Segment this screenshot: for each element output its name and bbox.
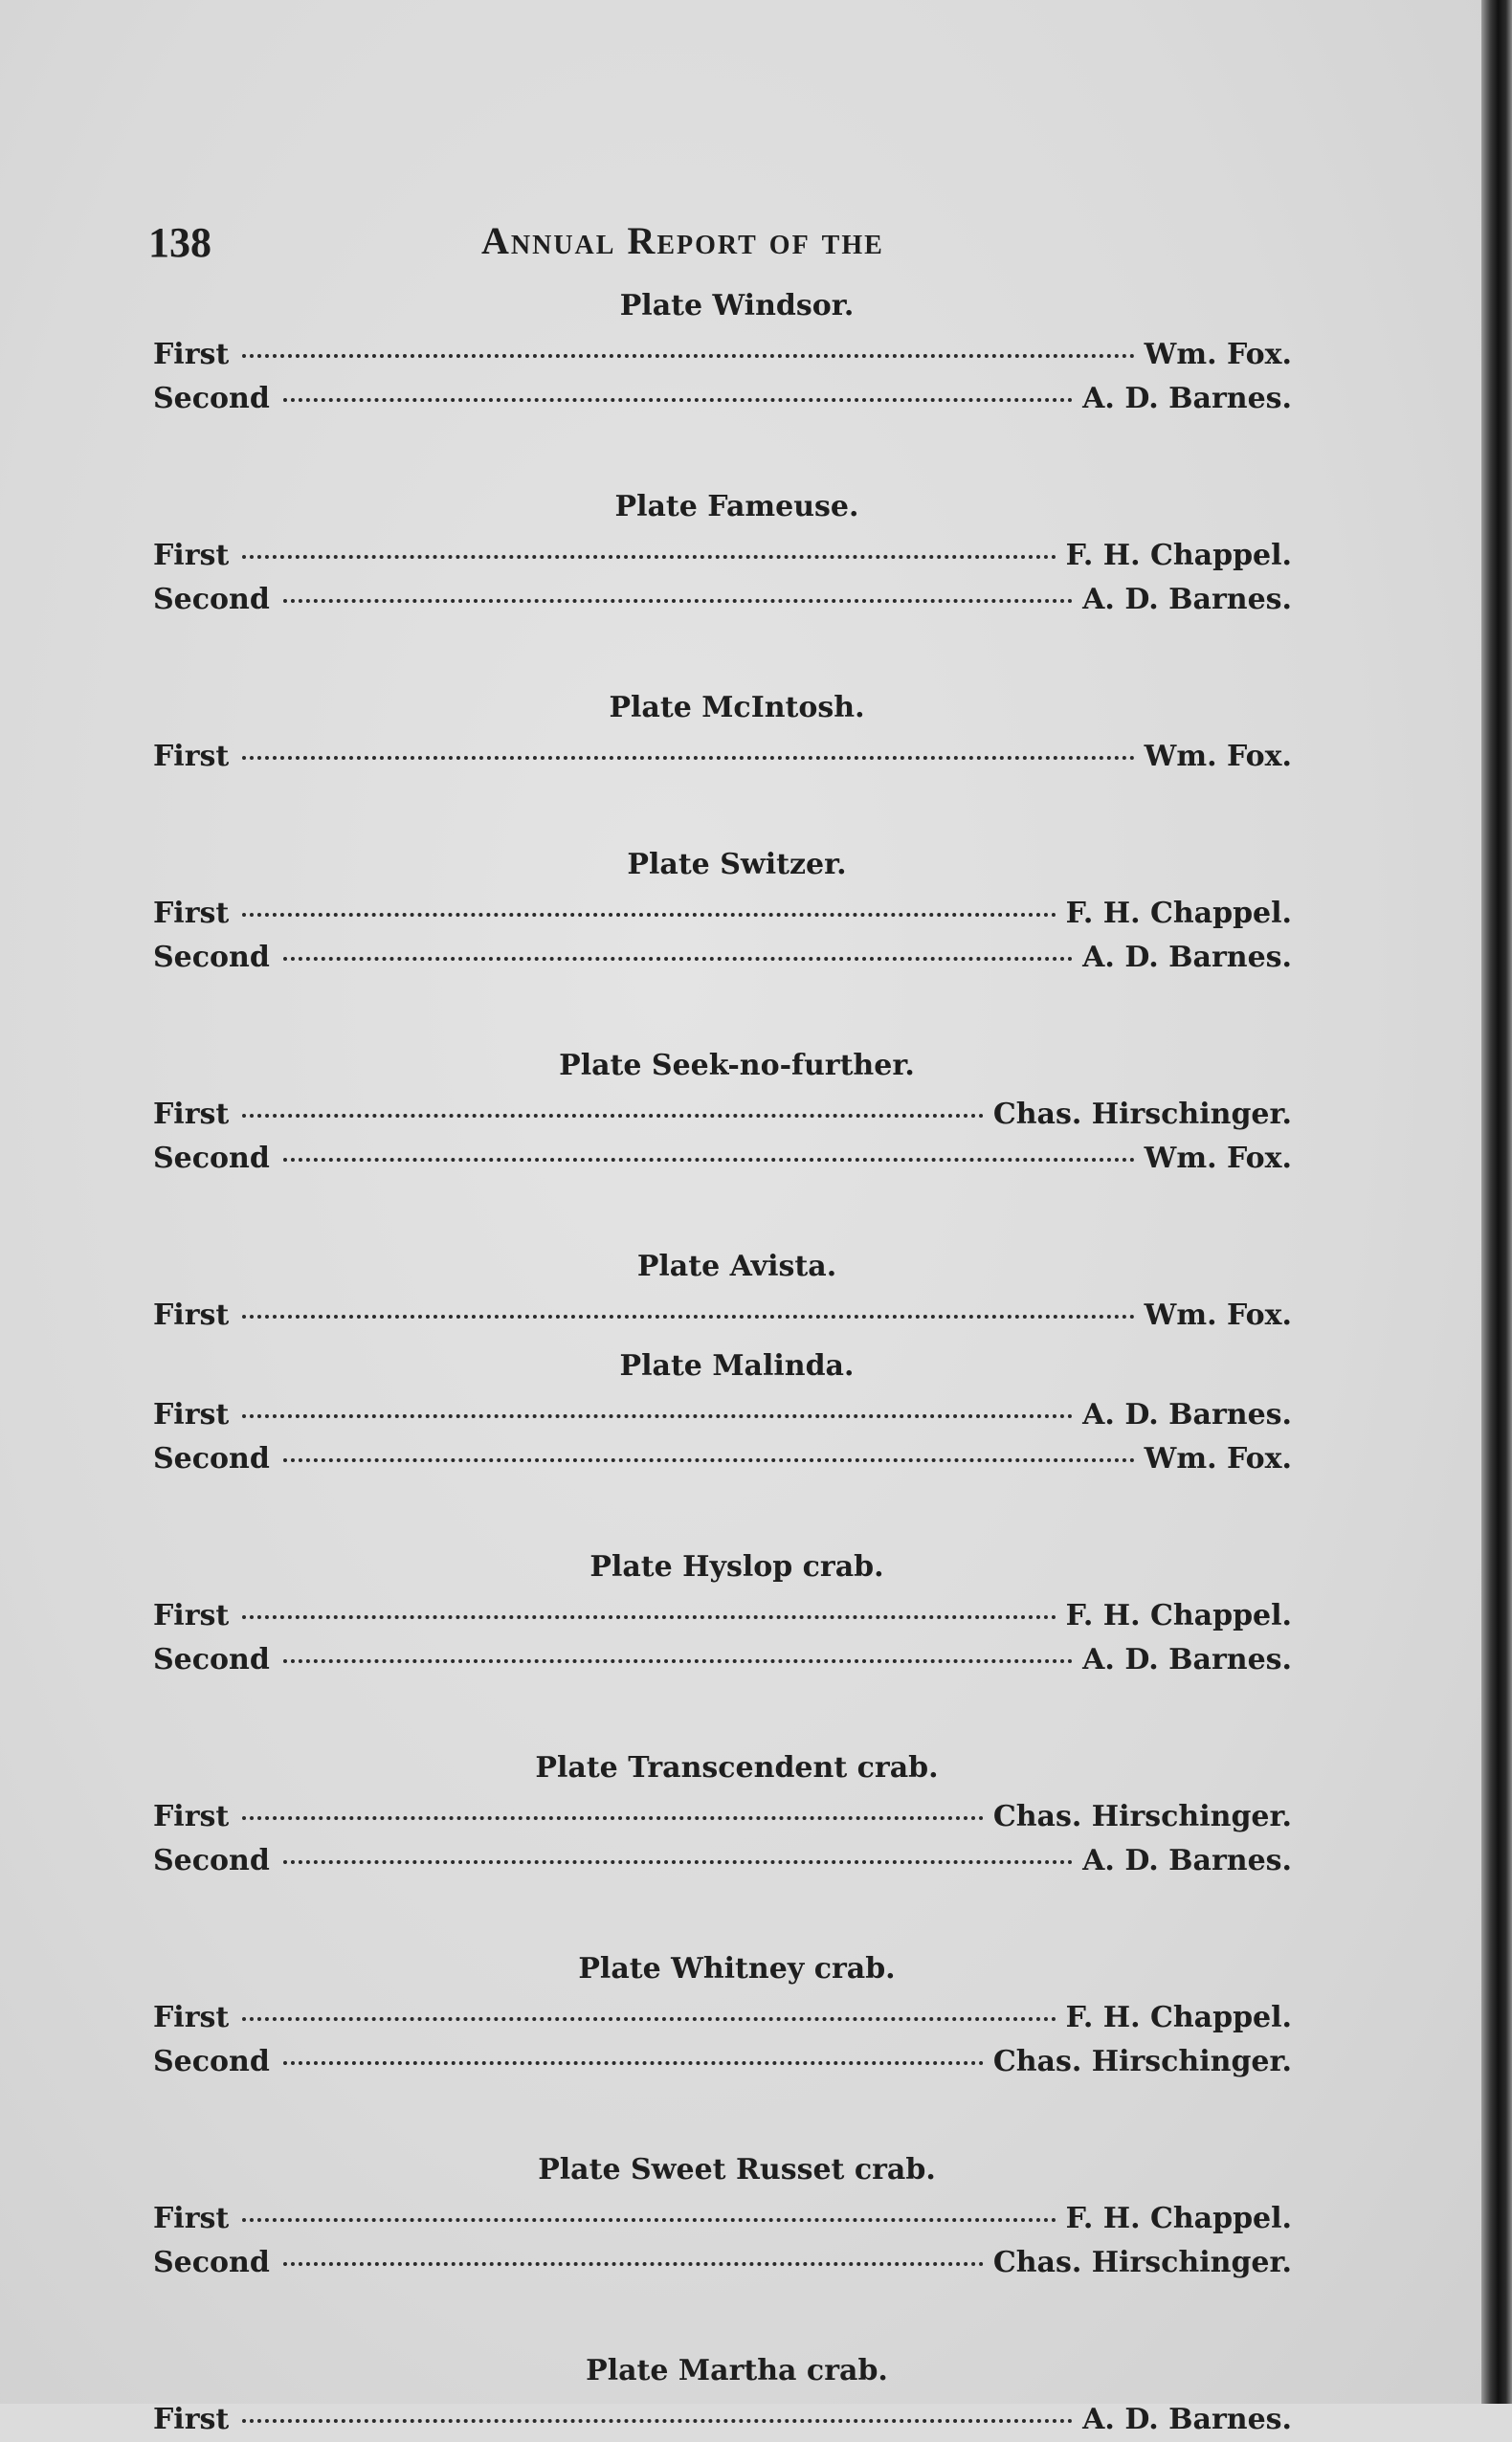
winner-name: Chas. Hirschinger. [992,1098,1292,1131]
award-row [153,735,1292,779]
dot-leader [242,752,1134,760]
section-spacer [153,980,1292,1047]
dot-leader [242,1311,1134,1319]
dot-leader [283,1454,1135,1462]
place-label: First [153,740,230,773]
dot-leader [242,350,1134,358]
dot-leader [242,1410,1073,1418]
place-label: First [153,1299,230,1332]
award-list [153,287,1292,2442]
place-label: Second [153,1643,270,1676]
section-spacer [153,1883,1292,1950]
dot-leader [283,1856,1073,1864]
dot-leader [242,1110,984,1118]
dot-leader [242,2013,1056,2021]
winner-name: Chas. Hirschinger. [992,2045,1292,2078]
award-row [153,578,1292,622]
dot-leader [283,953,1073,961]
page-header [148,218,1297,276]
winner-name: A. D. Barnes. [1082,1643,1292,1676]
section-spacer [153,779,1292,846]
winner-name: A. D. Barnes. [1082,941,1292,974]
award-section [153,2151,1292,2285]
section-spacer [153,421,1292,488]
dot-leader [242,1812,984,1820]
section-spacer [153,1682,1292,1749]
book-spine-shadow [1481,0,1512,2404]
dot-leader [242,551,1056,559]
winner-name: F. H. Chappel. [1065,2202,1292,2235]
winner-name: F. H. Chappel. [1065,897,1292,930]
award-row [153,333,1292,377]
place-label: Second [153,382,270,415]
dot-leader [242,2214,1056,2222]
award-row [153,1093,1292,1137]
place-label: Second [153,2246,270,2279]
winner-name: F. H. Chappel. [1065,539,1292,572]
winner-name: Wm. Fox. [1144,1442,1292,1476]
section-spacer [153,2285,1292,2352]
dot-leader [283,1154,1135,1162]
award-row [153,2197,1292,2241]
section-title: Plate Fameuse. [614,490,859,523]
award-row [153,534,1292,578]
winner-name: A. D. Barnes. [1082,583,1292,616]
page-number: 138 [148,219,211,266]
section-spacer [153,2084,1292,2151]
running-title: Annual Report of the [481,219,884,262]
winner-name: Chas. Hirschinger. [992,1800,1292,1833]
section-title: Plate Martha crab. [586,2354,888,2387]
award-row [153,1996,1292,2040]
section-spacer [153,1338,1292,1347]
award-row [153,892,1292,936]
section-title: Plate Whitney crab. [578,1952,896,1986]
place-label: First [153,2403,230,2436]
section-title: Plate Windsor. [619,289,855,322]
section-spacer [153,1481,1292,1548]
award-row [153,1137,1292,1181]
place-label: Second [153,583,270,616]
winner-name: Wm. Fox. [1144,338,1292,371]
winner-name: Wm. Fox. [1144,1299,1292,1332]
award-row [153,1839,1292,1883]
place-label: First [153,2001,230,2034]
dot-leader [242,1611,1056,1619]
award-row [153,2241,1292,2285]
place-label: First [153,1599,230,1632]
award-row [153,1393,1292,1437]
award-section [153,1749,1292,1883]
section-spacer [153,1181,1292,1248]
dot-leader [283,2057,984,2065]
award-row [153,2040,1292,2084]
award-section [153,689,1292,779]
award-row [153,1294,1292,1338]
award-row [153,1437,1292,1481]
place-label: First [153,539,230,572]
dot-leader [283,595,1073,603]
place-label: Second [153,1442,270,1476]
place-label: First [153,2202,230,2235]
award-section [153,1950,1292,2084]
section-title: Plate Avista. [636,1250,837,1283]
award-section [153,1047,1292,1181]
place-label: Second [153,1844,270,1877]
winner-name: F. H. Chappel. [1065,2001,1292,2034]
dot-leader [283,394,1073,402]
award-row [153,377,1292,421]
section-title: Plate Hyslop crab. [589,1550,884,1584]
winner-name: F. H. Chappel. [1065,1599,1292,1632]
section-title: Plate Transcendent crab. [535,1751,939,1785]
place-label: First [153,338,230,371]
award-section [153,846,1292,980]
dot-leader [283,1655,1073,1663]
section-title: Plate Malinda. [619,1349,855,1383]
dot-leader [242,909,1056,917]
dot-leader [283,2258,984,2266]
winner-name: Wm. Fox. [1144,1142,1292,1175]
award-section [153,2352,1292,2442]
award-section [153,1548,1292,1682]
award-row [153,1795,1292,1839]
award-section [153,1248,1292,1338]
award-row [153,2398,1292,2442]
section-title: Plate Sweet Russet crab. [538,2153,936,2187]
place-label: First [153,897,230,930]
award-row [153,1638,1292,1682]
place-label: First [153,1398,230,1432]
place-label: Second [153,941,270,974]
dot-leader [242,2415,1073,2423]
award-section [153,287,1292,421]
winner-name: A. D. Barnes. [1082,1844,1292,1877]
section-spacer [153,622,1292,689]
place-label: Second [153,2045,270,2078]
place-label: Second [153,1142,270,1175]
section-title: Plate McIntosh. [609,691,865,724]
place-label: First [153,1098,230,1131]
winner-name: A. D. Barnes. [1082,1398,1292,1432]
place-label: First [153,1800,230,1833]
winner-name: A. D. Barnes. [1082,382,1292,415]
section-title: Plate Switzer. [627,848,847,881]
award-row [153,1594,1292,1638]
winner-name: Wm. Fox. [1144,740,1292,773]
award-section [153,1347,1292,1481]
winner-name: Chas. Hirschinger. [992,2246,1292,2279]
section-title: Plate Seek-no-further. [559,1049,915,1082]
award-row [153,936,1292,980]
winner-name: A. D. Barnes. [1082,2403,1292,2436]
award-section [153,488,1292,622]
